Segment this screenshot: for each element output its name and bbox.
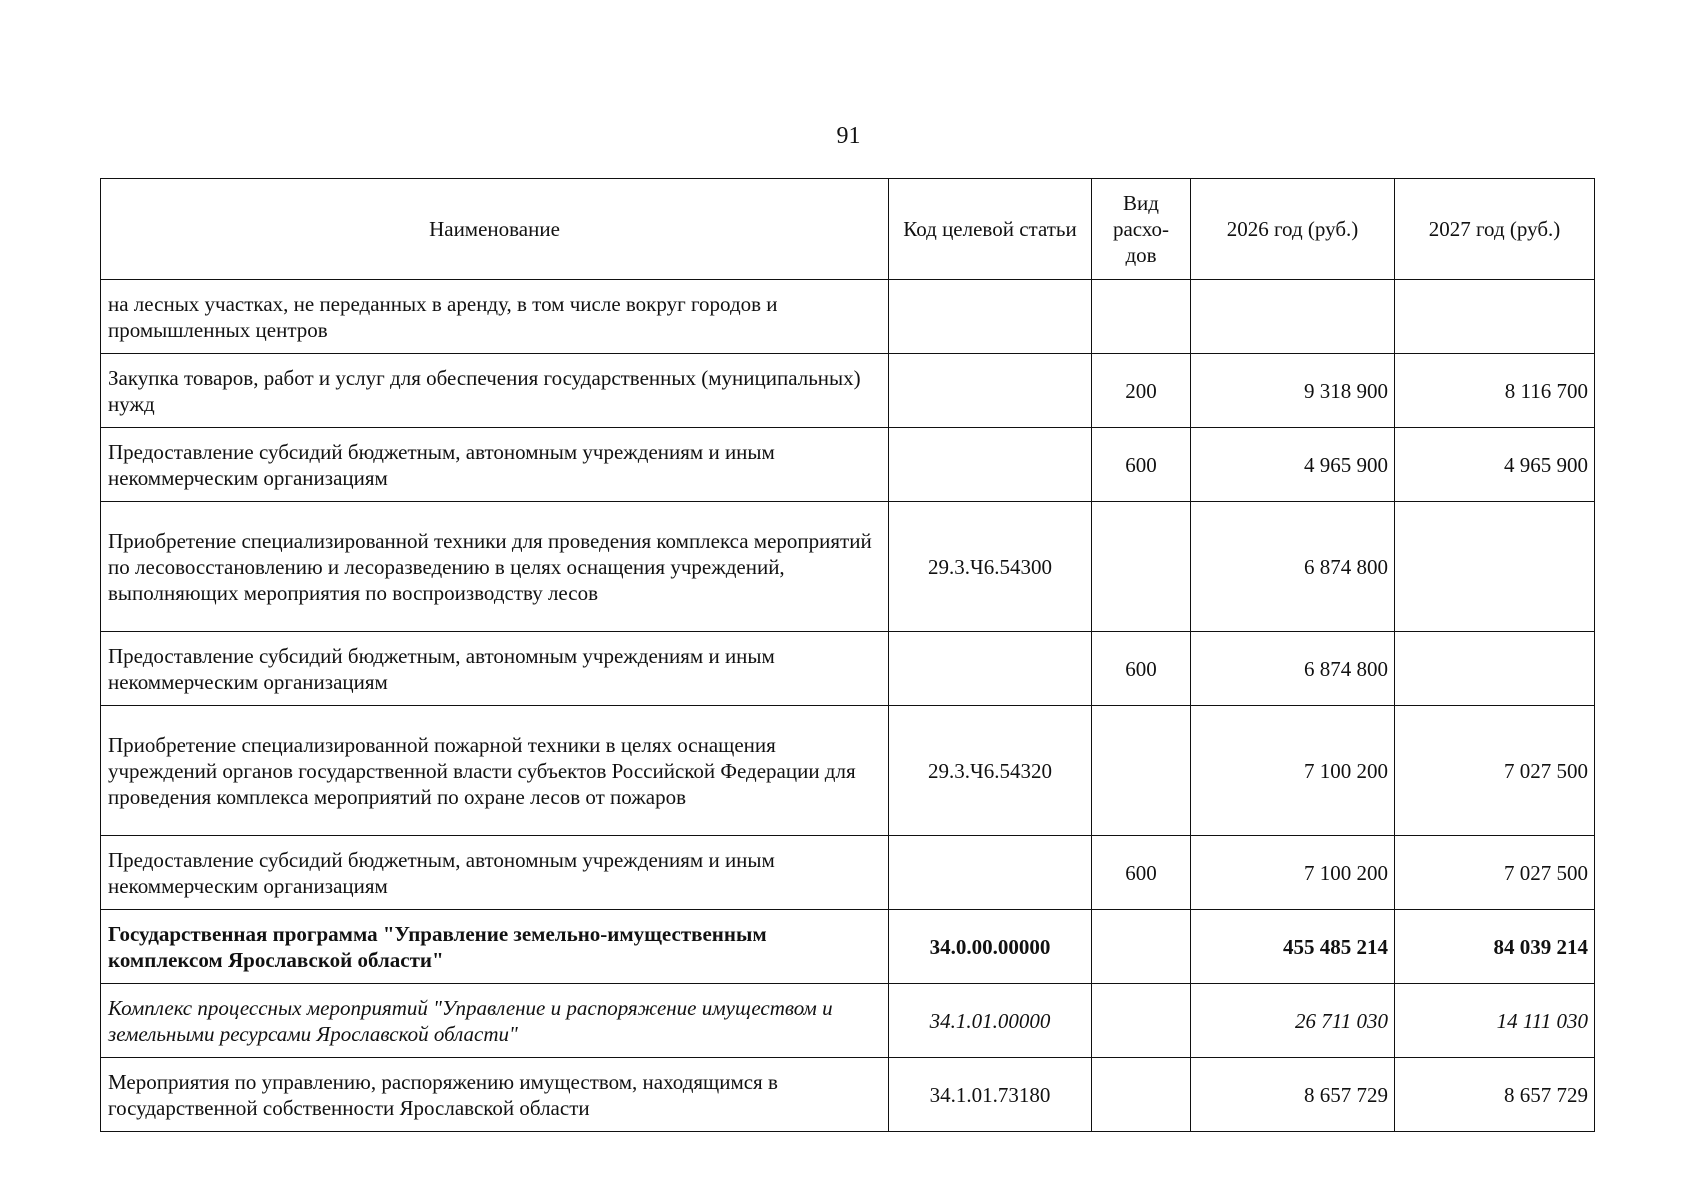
cell-2026: 7 100 200 bbox=[1191, 706, 1395, 836]
table-row-complex bbox=[101, 984, 1595, 1058]
cell-kind: 200 bbox=[1092, 354, 1191, 428]
cell-2027: 4 965 900 bbox=[1395, 428, 1595, 502]
cell-kind: 600 bbox=[1092, 836, 1191, 910]
table-row bbox=[101, 1058, 1595, 1132]
cell-kind bbox=[1092, 910, 1191, 984]
cell-code bbox=[889, 354, 1092, 428]
cell-kind: 600 bbox=[1092, 428, 1191, 502]
cell-name: Приобретение специализированной техники для проведения комплекса мероприятий по лесовосстановлению и лесоразведению в целях оснащения учреждений, выполняющих мероприятия по воспроизводству лесов bbox=[101, 502, 889, 632]
cell-2027: 84 039 214 bbox=[1395, 910, 1595, 984]
cell-2026: 6 874 800 bbox=[1191, 632, 1395, 706]
header-year-2027: 2027 год (руб.) bbox=[1395, 179, 1595, 280]
header-name: Наименование bbox=[101, 179, 889, 280]
cell-2026: 4 965 900 bbox=[1191, 428, 1395, 502]
table-row bbox=[101, 632, 1595, 706]
cell-kind bbox=[1092, 280, 1191, 354]
cell-code: 34.0.00.00000 bbox=[889, 910, 1092, 984]
table-row bbox=[101, 280, 1595, 354]
cell-kind bbox=[1092, 706, 1191, 836]
cell-2026: 9 318 900 bbox=[1191, 354, 1395, 428]
cell-2026: 26 711 030 bbox=[1191, 984, 1395, 1058]
cell-code bbox=[889, 280, 1092, 354]
cell-kind: 600 bbox=[1092, 632, 1191, 706]
table-row bbox=[101, 836, 1595, 910]
cell-name: Приобретение специализированной пожарной техники в целях оснащения учреждений органов государственной власти субъектов Российской Федерации для проведения комплекса мероприятий по охране лесов от пожаров bbox=[101, 706, 889, 836]
page-number: 91 bbox=[836, 123, 861, 149]
cell-2027: 7 027 500 bbox=[1395, 836, 1595, 910]
header-year-2026: 2026 год (руб.) bbox=[1191, 179, 1395, 280]
cell-code: 29.3.Ч6.54320 bbox=[889, 706, 1092, 836]
cell-code bbox=[889, 632, 1092, 706]
cell-code bbox=[889, 836, 1092, 910]
cell-2027: 7 027 500 bbox=[1395, 706, 1595, 836]
cell-code: 34.1.01.73180 bbox=[889, 1058, 1092, 1132]
cell-2027 bbox=[1395, 280, 1595, 354]
table-row bbox=[101, 354, 1595, 428]
cell-name: Предоставление субсидий бюджетным, автономным учреждениям и иным некоммерческим организациям bbox=[101, 836, 889, 910]
cell-2026: 7 100 200 bbox=[1191, 836, 1395, 910]
budget-table bbox=[100, 178, 1595, 1132]
cell-2026: 6 874 800 bbox=[1191, 502, 1395, 632]
cell-2027: 14 111 030 bbox=[1395, 984, 1595, 1058]
cell-2027: 8 657 729 bbox=[1395, 1058, 1595, 1132]
cell-name: Государственная программа "Управление земельно-имущественным комплексом Ярославской области" bbox=[101, 910, 889, 984]
cell-code: 29.3.Ч6.54300 bbox=[889, 502, 1092, 632]
cell-2026: 455 485 214 bbox=[1191, 910, 1395, 984]
cell-code: 34.1.01.00000 bbox=[889, 984, 1092, 1058]
cell-2026 bbox=[1191, 280, 1395, 354]
header-kind: Вид расхо-дов bbox=[1092, 179, 1191, 280]
header-row bbox=[101, 179, 1595, 280]
cell-name: Комплекс процессных мероприятий "Управление и распоряжение имуществом и земельными ресурсами Ярославской области" bbox=[101, 984, 889, 1058]
cell-2027: 8 116 700 bbox=[1395, 354, 1595, 428]
cell-kind bbox=[1092, 502, 1191, 632]
cell-2027 bbox=[1395, 502, 1595, 632]
cell-2027 bbox=[1395, 632, 1595, 706]
cell-name: Предоставление субсидий бюджетным, автономным учреждениям и иным некоммерческим организациям bbox=[101, 632, 889, 706]
table-row bbox=[101, 502, 1595, 632]
cell-name: Закупка товаров, работ и услуг для обеспечения государственных (муниципальных) нужд bbox=[101, 354, 889, 428]
cell-kind bbox=[1092, 984, 1191, 1058]
cell-kind bbox=[1092, 1058, 1191, 1132]
cell-name: Предоставление субсидий бюджетным, автономным учреждениям и иным некоммерческим организациям bbox=[101, 428, 889, 502]
header-code: Код целевой статьи bbox=[889, 179, 1092, 280]
table-row bbox=[101, 706, 1595, 836]
table-row bbox=[101, 428, 1595, 502]
cell-name: Мероприятия по управлению, распоряжению имуществом, находящимся в государственной собственности Ярославской области bbox=[101, 1058, 889, 1132]
cell-2026: 8 657 729 bbox=[1191, 1058, 1395, 1132]
cell-code bbox=[889, 428, 1092, 502]
cell-name: на лесных участках, не переданных в аренду, в том числе вокруг городов и промышленных центров bbox=[101, 280, 889, 354]
table-row-program bbox=[101, 910, 1595, 984]
